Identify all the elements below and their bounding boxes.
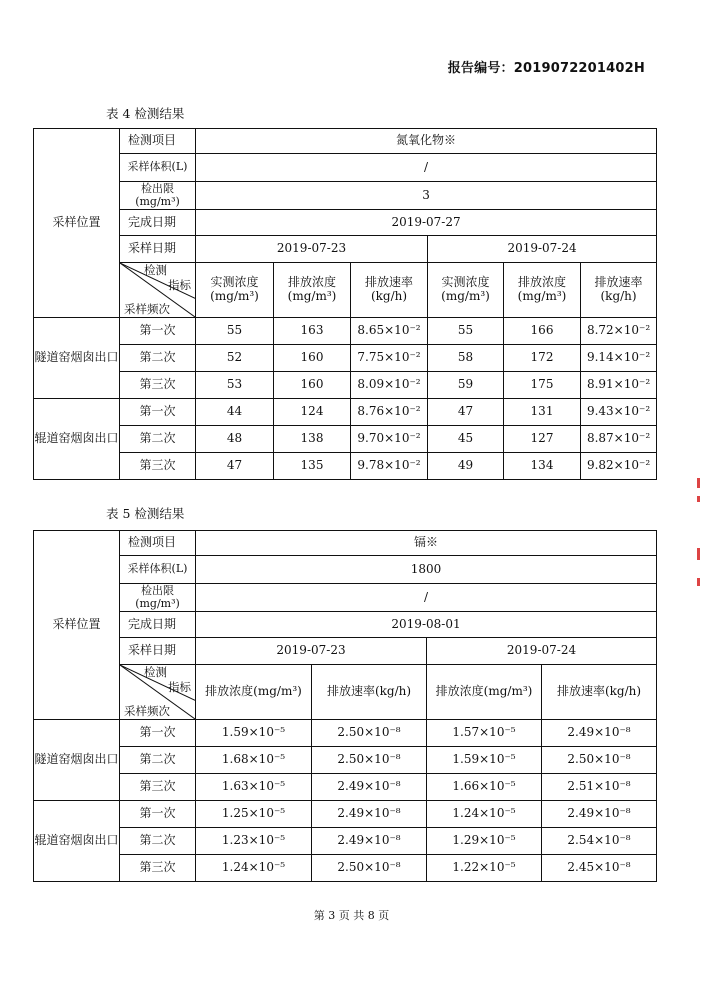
t4-label-position: 采样位置: [34, 129, 120, 318]
value-cell: 8.91×10⁻²: [581, 372, 657, 399]
value-cell: 2.49×10⁻⁸: [542, 720, 657, 747]
value-cell: 9.82×10⁻²: [581, 453, 657, 480]
t4-col-header: 排放速率(kg/h): [581, 263, 657, 318]
t4-complete-value: 2019-07-27: [196, 210, 657, 236]
value-cell: 1.57×10⁻⁵: [427, 720, 542, 747]
t4-col-header: 排放速率(kg/h): [351, 263, 428, 318]
freq-cell: 第三次: [120, 855, 196, 882]
t4-location: 隧道窑烟囱出口: [34, 318, 120, 399]
t5-date-1: 2019-07-23: [196, 638, 427, 665]
value-cell: 9.78×10⁻²: [351, 453, 428, 480]
freq-cell: 第三次: [120, 774, 196, 801]
value-cell: 2.54×10⁻⁸: [542, 828, 657, 855]
value-cell: 1.59×10⁻⁵: [196, 720, 312, 747]
value-cell: 124: [274, 399, 351, 426]
value-cell: 2.49×10⁻⁸: [312, 828, 427, 855]
value-cell: 134: [504, 453, 581, 480]
value-cell: 53: [196, 372, 274, 399]
t5-col-header: 排放浓度(mg/m³): [427, 665, 542, 720]
value-cell: 2.50×10⁻⁸: [312, 720, 427, 747]
page-footer: 第 3 页 共 8 页: [313, 909, 390, 922]
value-cell: 9.43×10⁻²: [581, 399, 657, 426]
freq-cell: 第一次: [120, 801, 196, 828]
table-row: [34, 747, 657, 774]
t4-volume-value: /: [196, 154, 657, 182]
value-cell: 2.49×10⁻⁸: [312, 801, 427, 828]
diag-mid: 指标: [168, 278, 191, 292]
value-cell: 2.51×10⁻⁸: [542, 774, 657, 801]
value-cell: 55: [196, 318, 274, 345]
table-row: [34, 801, 657, 828]
value-cell: 2.50×10⁻⁸: [312, 747, 427, 774]
t4-label-limit: 检出限(mg/m³): [120, 182, 196, 210]
t5-label-limit: 检出限(mg/m³): [120, 584, 196, 612]
t5-item-value: 镉※: [196, 531, 657, 556]
t5-label-position: 采样位置: [34, 531, 120, 720]
t4-label-item: 检测项目: [120, 129, 196, 154]
t4-location: 辊道窑烟囱出口: [34, 399, 120, 480]
seal-edge-mark: [697, 478, 700, 608]
value-cell: 58: [428, 345, 504, 372]
value-cell: 1.68×10⁻⁵: [196, 747, 312, 774]
value-cell: 135: [274, 453, 351, 480]
t5-location: 隧道窑烟囱出口: [34, 720, 120, 801]
value-cell: 45: [428, 426, 504, 453]
t5-label-item: 检测项目: [120, 531, 196, 556]
value-cell: 7.75×10⁻²: [351, 345, 428, 372]
diag-top: 检测: [144, 665, 167, 679]
t5-location: 辊道窑烟囱出口: [34, 801, 120, 882]
value-cell: 1.25×10⁻⁵: [196, 801, 312, 828]
table-row: [34, 855, 657, 882]
diag-bottom: 采样频次: [124, 301, 170, 316]
table-row: [34, 318, 657, 345]
freq-cell: 第一次: [120, 399, 196, 426]
value-cell: 48: [196, 426, 274, 453]
value-cell: 2.50×10⁻⁸: [542, 747, 657, 774]
value-cell: 2.50×10⁻⁸: [312, 855, 427, 882]
t4-item-value: 氮氧化物※: [196, 129, 657, 154]
value-cell: 1.66×10⁻⁵: [427, 774, 542, 801]
table4: [33, 128, 657, 480]
table4-caption: 表 4 检测结果: [106, 106, 185, 121]
value-cell: 1.59×10⁻⁵: [427, 747, 542, 774]
diag-top: 检测: [144, 263, 167, 277]
t4-limit-value: 3: [196, 182, 657, 210]
table-row: [34, 720, 657, 747]
value-cell: 47: [428, 399, 504, 426]
t5-label-sampling-date: 采样日期: [120, 638, 196, 665]
value-cell: 1.29×10⁻⁵: [427, 828, 542, 855]
value-cell: 160: [274, 345, 351, 372]
value-cell: 2.45×10⁻⁸: [542, 855, 657, 882]
t4-date-2: 2019-07-24: [428, 236, 657, 263]
table-row: [34, 774, 657, 801]
table-row: [34, 453, 657, 480]
value-cell: 1.24×10⁻⁵: [427, 801, 542, 828]
freq-cell: 第一次: [120, 318, 196, 345]
value-cell: 160: [274, 372, 351, 399]
value-cell: 59: [428, 372, 504, 399]
freq-cell: 第三次: [120, 372, 196, 399]
table5-caption: 表 5 检测结果: [106, 506, 185, 521]
value-cell: 55: [428, 318, 504, 345]
t4-diagonal-header: [120, 263, 196, 318]
value-cell: 52: [196, 345, 274, 372]
t4-label-volume: 采样体积(L): [120, 154, 196, 182]
t5-col-header: 排放速率(kg/h): [542, 665, 657, 720]
value-cell: 9.14×10⁻²: [581, 345, 657, 372]
t4-date-1: 2019-07-23: [196, 236, 428, 263]
value-cell: 8.09×10⁻²: [351, 372, 428, 399]
value-cell: 127: [504, 426, 581, 453]
value-cell: 2.49×10⁻⁸: [542, 801, 657, 828]
table-row: [34, 372, 657, 399]
value-cell: 175: [504, 372, 581, 399]
table-row: [34, 426, 657, 453]
t5-complete-value: 2019-08-01: [196, 612, 657, 638]
value-cell: 1.63×10⁻⁵: [196, 774, 312, 801]
t5-date-2: 2019-07-24: [427, 638, 657, 665]
value-cell: 8.87×10⁻²: [581, 426, 657, 453]
freq-cell: 第二次: [120, 345, 196, 372]
freq-cell: 第二次: [120, 747, 196, 774]
value-cell: 1.22×10⁻⁵: [427, 855, 542, 882]
t4-col-header: 排放浓度(mg/m³): [504, 263, 581, 318]
value-cell: 2.49×10⁻⁸: [312, 774, 427, 801]
t4-col-header: 实测浓度(mg/m³): [196, 263, 274, 318]
value-cell: 9.70×10⁻²: [351, 426, 428, 453]
freq-cell: 第二次: [120, 426, 196, 453]
value-cell: 172: [504, 345, 581, 372]
table5: [33, 530, 657, 882]
t5-volume-value: 1800: [196, 556, 657, 584]
value-cell: 131: [504, 399, 581, 426]
t4-label-complete: 完成日期: [120, 210, 196, 236]
value-cell: 166: [504, 318, 581, 345]
t5-limit-value: /: [196, 584, 657, 612]
freq-cell: 第三次: [120, 453, 196, 480]
value-cell: 1.24×10⁻⁵: [196, 855, 312, 882]
t5-col-header: 排放浓度(mg/m³): [196, 665, 312, 720]
t4-col-header: 排放浓度(mg/m³): [274, 263, 351, 318]
value-cell: 49: [428, 453, 504, 480]
t5-label-volume: 采样体积(L): [120, 556, 196, 584]
t5-label-complete: 完成日期: [120, 612, 196, 638]
report-number: 报告编号：2019072201402H: [447, 61, 645, 76]
table-row: [34, 828, 657, 855]
value-cell: 44: [196, 399, 274, 426]
t5-col-header: 排放速率(kg/h): [312, 665, 427, 720]
value-cell: 8.72×10⁻²: [581, 318, 657, 345]
value-cell: 8.65×10⁻²: [351, 318, 428, 345]
value-cell: 8.76×10⁻²: [351, 399, 428, 426]
freq-cell: 第一次: [120, 720, 196, 747]
diag-bottom: 采样频次: [124, 703, 170, 718]
value-cell: 163: [274, 318, 351, 345]
t4-label-sampling-date: 采样日期: [120, 236, 196, 263]
table-row: [34, 345, 657, 372]
value-cell: 138: [274, 426, 351, 453]
freq-cell: 第二次: [120, 828, 196, 855]
t4-col-header: 实测浓度(mg/m³): [428, 263, 504, 318]
diag-mid: 指标: [168, 680, 191, 694]
value-cell: 1.23×10⁻⁵: [196, 828, 312, 855]
t5-diagonal-header: [120, 665, 196, 720]
value-cell: 47: [196, 453, 274, 480]
table-row: [34, 399, 657, 426]
